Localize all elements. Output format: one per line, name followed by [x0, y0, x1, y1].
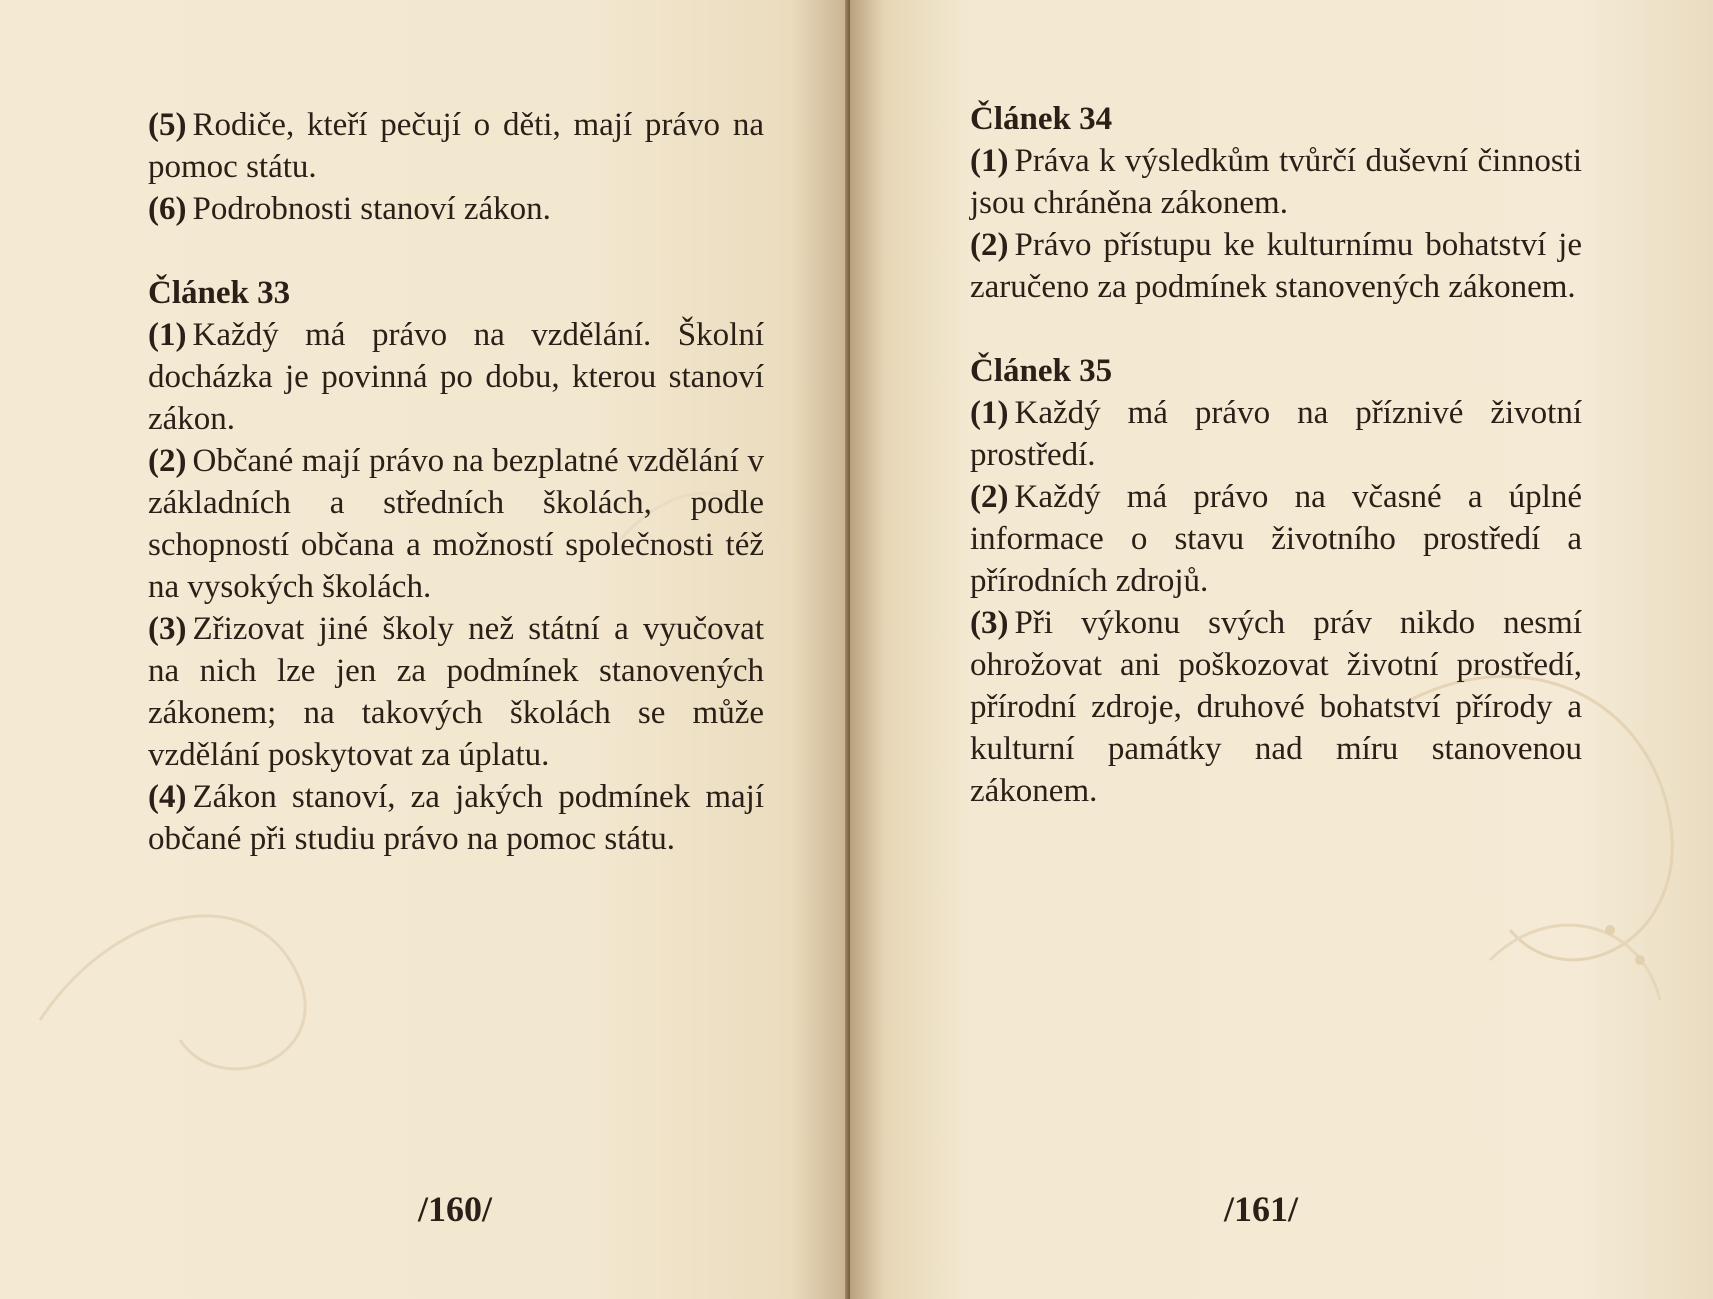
paragraph-number: (2)	[970, 227, 1009, 263]
right-text-column	[970, 98, 1582, 812]
paragraph-text: Občané mají právo na bezplatné vzdělání v základních a středních školách, podle schopností občana a možností společnosti též na vysokých školách.	[148, 443, 764, 605]
paragraph-1	[148, 314, 764, 440]
paragraph-3	[148, 608, 764, 776]
paragraph-text: Podrobnosti stanoví zákon.	[192, 191, 551, 227]
paragraph-text: Každý má právo na včasné a úplné informace o stavu životního prostředí a přírodních zdrojů.	[970, 479, 1582, 599]
paragraph-2	[970, 224, 1582, 308]
paragraph-number: (1)	[148, 317, 187, 353]
page-number-left: /160/	[418, 1189, 493, 1229]
paragraph-number: (3)	[148, 611, 187, 647]
page-number-right: /161/	[1224, 1189, 1299, 1229]
paragraph-2	[970, 476, 1582, 602]
paragraph-text: Právo přístupu ke kulturnímu bohatství je zaručeno za podmínek stanovených zákonem.	[970, 227, 1582, 305]
paragraph-number: (5)	[148, 107, 187, 143]
right-page	[850, 0, 1713, 1299]
spacer	[970, 308, 1582, 350]
paragraph-number: (6)	[148, 191, 187, 227]
paragraph-text: Každý má právo na příznivé životní prostředí.	[970, 395, 1582, 473]
paragraph-text: Při výkonu svých práv nikdo nesmí ohrožovat ani poškozovat životní prostředí, přírodní zdroje, druhové bohatství přírody a kulturní památky nad míru stanovenou zákonem.	[970, 605, 1582, 809]
paragraph-2	[148, 440, 764, 608]
article-33-heading: Článek 33	[148, 275, 291, 311]
spacer	[148, 230, 764, 272]
paragraph-text: Práva k výsledkům tvůrčí duševní činnosti jsou chráněna zákonem.	[970, 143, 1582, 221]
article-35-heading: Článek 35	[970, 353, 1113, 389]
paragraph-1	[970, 392, 1582, 476]
paragraph-5	[148, 104, 764, 188]
paragraph-text: Každý má právo na vzdělání. Školní docházka je povinná po dobu, kterou stanoví zákon.	[148, 317, 764, 437]
paragraph-number: (1)	[970, 395, 1009, 431]
left-page	[0, 0, 850, 1299]
paragraph-number: (2)	[148, 443, 187, 479]
left-text-column	[148, 104, 764, 860]
paragraph-3	[970, 602, 1582, 812]
article-34-heading: Článek 34	[970, 101, 1113, 137]
paragraph-6	[148, 188, 764, 230]
paragraph-number: (1)	[970, 143, 1009, 179]
paragraph-text: Zřizovat jiné školy než státní a vyučovat na nich lze jen za podmínek stanovených zákonem; na takových školách se může vzdělání poskytovat za úplatu.	[148, 611, 764, 773]
paragraph-text: Zákon stanoví, za jakých podmínek mají občané při studiu právo na pomoc státu.	[148, 779, 764, 857]
paragraph-number: (3)	[970, 605, 1009, 641]
paragraph-text: Rodiče, kteří pečují o děti, mají právo na pomoc státu.	[148, 107, 764, 185]
paragraph-number: (4)	[148, 779, 187, 815]
paragraph-1	[970, 140, 1582, 224]
paragraph-4	[148, 776, 764, 860]
paragraph-number: (2)	[970, 479, 1009, 515]
